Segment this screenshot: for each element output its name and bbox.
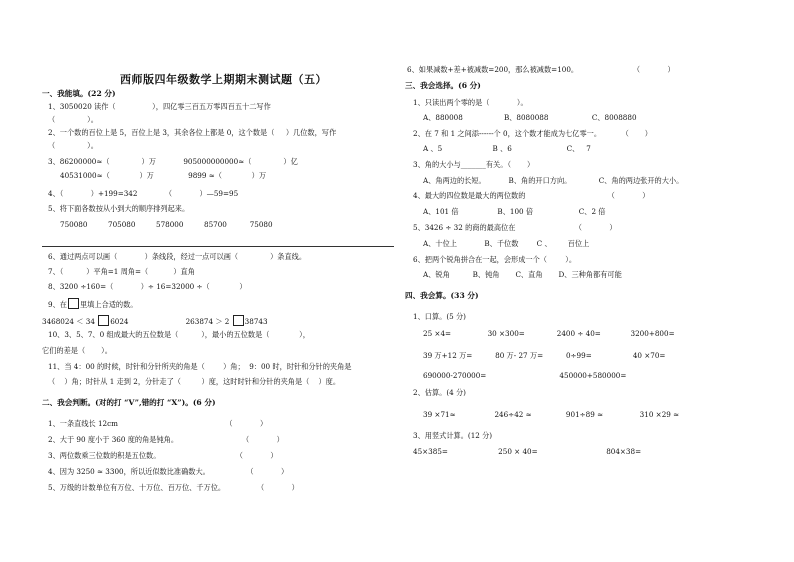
q8: 8、3200 ÷160=（ ）÷ 16=32000 ÷（ ）: [48, 282, 247, 291]
q11-line1: 11、当 4：00 的时候，时针和分针所夹的角是（ ）角； 9：00 时，时针和分针的夹角是: [48, 362, 352, 371]
q3-line2: 40531000≈（ ）万 9899 ≈（ ）万: [60, 171, 267, 180]
choose-6-options: A、锐角 B、钝角 C、直角 D、三种角都有可能: [423, 270, 622, 279]
calc-1-heading: 1、口算。(5 分): [413, 312, 466, 321]
answer-box[interactable]: [98, 315, 109, 326]
judge-3: 3、两位数乘三位数的积是五位数。 （ ）: [48, 451, 278, 460]
calc-3-heading: 3、用竖式计算。(12 分): [413, 431, 493, 440]
q9-text: 9、在 里填上合适的数。: [48, 300, 138, 309]
answer-box[interactable]: [68, 298, 79, 309]
q2-line2: （ ）。: [48, 141, 98, 150]
q2-line1: 2、一个数的百位上是 5，百位上是 3，其余各位上都是 0，这个数是（ ）几位数，写作: [48, 128, 337, 137]
choose-5: 5、3426 ÷ 32 的商的最高位在 （ ）: [413, 223, 617, 232]
estimate-row: 39 ×71≈ 246÷42 ≈ 901÷89 ≈ 310 ×29 ≈: [423, 410, 680, 419]
section-2-heading: 二、我会判断。(对的打 “V”,错的打 “X”)。(6 分): [42, 398, 216, 407]
choose-1: 1、只读出两个零的是（ ）。: [413, 98, 528, 107]
q5-text: 5、将下面各数按从小到大的顺序排列起来。: [48, 204, 190, 213]
calc-2-heading: 2、估算。(4 分): [413, 388, 466, 397]
choose-3: 3、角的大小与_______有关。（ ）: [413, 160, 535, 169]
q4: 4、（ ）+199=342 （ ）—59=95: [48, 189, 239, 198]
judge-1: 1、一条直线长 12cm （ ）: [48, 419, 268, 428]
q1-line2: （ ）。: [48, 115, 98, 124]
choose-2: 2、在 7 和 1 之间添------个 0，这个数才能成为七亿零一。 （ ）: [413, 129, 652, 138]
q-top-subtraction: 6、如果减数+差+被减数=200，那么被减数=100。 （ ）: [407, 65, 675, 74]
q11-line2: （ ）角；时针从 1 走到 2，分针走了（ ）度，这时时针和分针的夹角是（ ）度。: [48, 377, 341, 386]
mental-row-1: 25 ×4= 30 ×300= 2400 ÷ 40= 3200+800=: [423, 329, 675, 338]
q6: 6、通过两点可以画（ ）条线段，经过一点可以画（ ）条直线。: [48, 252, 307, 261]
judge-4: 4、因为 3250 ≈ 3300，所以近似数比准确数大。 （ ）: [48, 467, 289, 476]
page-title: 西师版四年级数学上期期末测试题（五）: [120, 73, 327, 86]
judge-2: 2、大于 90 度小于 360 度的角是钝角。 （ ）: [48, 435, 284, 444]
q7: 7、（ ）平角=1 周角=（ ）直角: [48, 267, 195, 276]
answer-box[interactable]: [233, 315, 244, 326]
choose-4-options: A、101 倍 B、100 倍 C、2 倍: [423, 207, 606, 216]
vertical-row: 45×385= 250 × 40= 804×38=: [413, 447, 642, 456]
mental-row-3: 690000-270000= 450000+580000=: [423, 371, 627, 380]
q10-line1: 10、3、5、7、0 组成最大的五位数是（ ），最小的五位数是（ ），: [48, 330, 310, 339]
mental-row-2: 39 万+12 万= 80 万- 27 万= 0÷99= 40 ×70=: [423, 351, 666, 360]
q1-line1: 1、3050020 读作（ ），四亿零三百五万零四百五十二写作: [48, 102, 271, 111]
section-4-heading: 四、我会算。(33 分): [405, 291, 479, 300]
choose-3-options: A、角两边的长短。 B、角的开口方向。 C、角的两边张开的大小。: [423, 176, 684, 185]
q3-line1: 3、86200000≈（ ）万 905000000000≈（ ）亿: [48, 157, 298, 166]
choose-4: 4、最大的四位数是最大的两位数的 （ ）: [413, 191, 650, 200]
choose-6: 6、把两个锐角拼合在一起，会形成一个（ ）。: [413, 255, 577, 264]
section-1-heading: 一、我能填。(22 分): [42, 89, 116, 98]
choose-2-options: A 、5 B 、6 C、 7: [423, 144, 591, 153]
section-3-heading: 三、我会选择。(6 分): [405, 81, 481, 90]
q5-answer-line: [42, 246, 394, 247]
q10-line2: 它们的差是（ ）。: [42, 346, 112, 355]
choose-5-options: A、十位上 B、千位数 C 、 百位上: [423, 239, 590, 248]
judge-5: 5、万级的计数单位有万位、十万位、百万位、千万位。 （ ）: [48, 483, 299, 492]
q5-numbers: 750080 705080 578000 85700 75080: [60, 220, 273, 229]
q9-items: 3468024 ＜ 34 6024 263874 ＞ 2 38743: [42, 317, 268, 326]
choose-1-options: A、880008 B、8080088 C、8008880: [423, 113, 637, 122]
